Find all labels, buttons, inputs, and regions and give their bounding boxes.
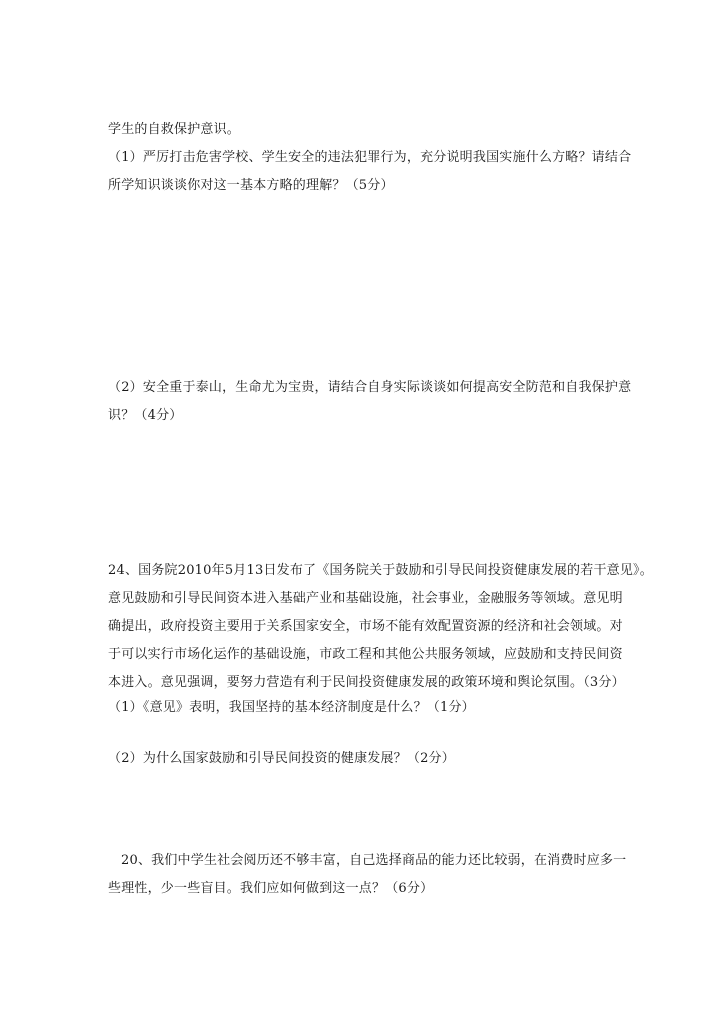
text-line-q24-sub2: （2）为什么国家鼓励和引导民间投资的健康发展？（2分） <box>108 751 455 766</box>
text-line-q24-paragraph-4: 本进入。意见强调，要努力营造有利于民间投资健康发展的政策环境和舆论氛围。（3分） <box>108 675 625 690</box>
text-line-q24-intro: 24、国务院2010年5月13日发布了《国务院关于鼓励和引导民间投资健康发展的若干意见》。 <box>108 563 653 578</box>
text-line-q1-continued: 所学知识谈谈你对这一基本方略的理解？（5分） <box>108 178 394 193</box>
text-line-q24-paragraph-2: 确提出，政府投资主要用于关系国家安全，市场不能有效配置资源的经济和社会领域。对 <box>108 619 623 634</box>
text-line-q24-paragraph-3: 于可以实行市场化运作的基础设施，市政工程和其他公共服务领域，应鼓励和支持民间资 <box>108 647 623 662</box>
text-line-q2-continued: 识？（4分） <box>108 408 183 423</box>
text-line-q24-paragraph-1: 意见鼓励和引导民间资本进入基础产业和基础设施，社会事业，金融服务等领域。意见明 <box>108 591 623 606</box>
text-line-self-rescue-awareness: 学生的自救保护意识。 <box>108 122 241 137</box>
text-line-q20-continued: 些理性，少一些盲目。我们应如何做到这一点？（6分） <box>108 881 434 896</box>
text-line-q2-question: （2）安全重于泰山，生命尤为宝贵，请结合自身实际谈谈如何提高安全防范和自我保护意 <box>108 380 632 395</box>
text-line-q24-sub1: （1）《意见》表明，我国坚持的基本经济制度是什么？（1分） <box>108 700 475 715</box>
text-line-q20-question: 20、我们中学生社会阅历还不够丰富，自己选择商品的能力还比较弱，在消费时应多一 <box>121 853 627 868</box>
text-line-q1-question: （1）严厉打击危害学校、学生安全的违法犯罪行为，充分说明我国实施什么方略？请结合 <box>108 150 632 165</box>
